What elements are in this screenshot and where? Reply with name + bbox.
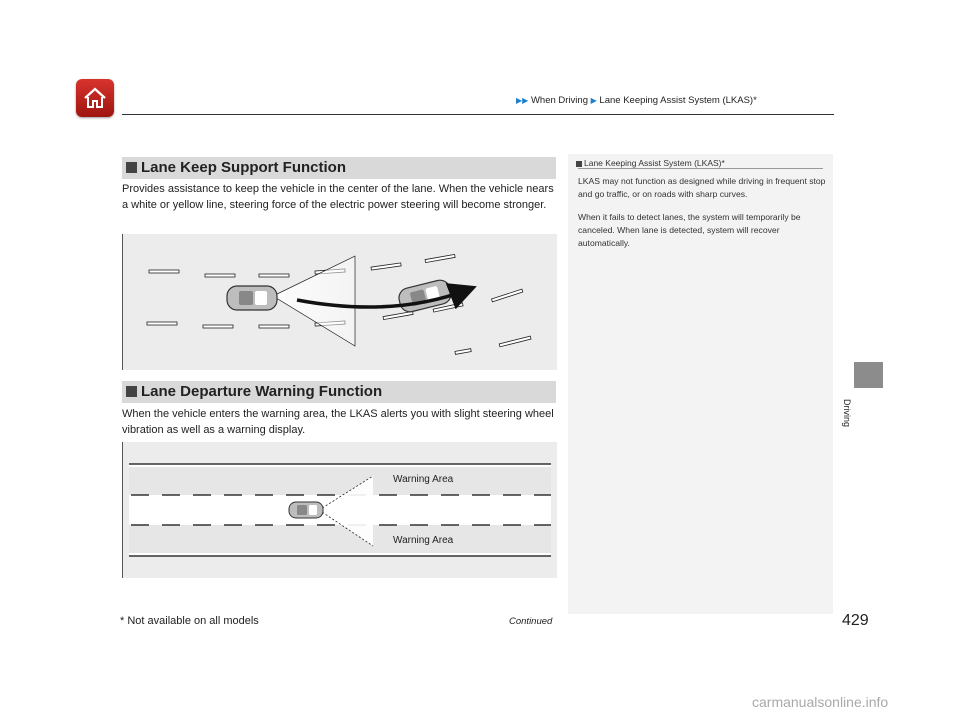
section-square-icon <box>126 162 137 173</box>
vehicle-icon <box>289 502 323 518</box>
continued-label: Continued <box>509 616 553 627</box>
lane-departure-illustration <box>122 442 557 578</box>
home-icon <box>82 85 108 111</box>
section-heading <box>122 157 556 179</box>
section-title: Lane Keep Support Function <box>141 159 346 176</box>
header-divider <box>122 114 834 115</box>
note-reference-icon <box>576 161 582 167</box>
breadcrumb-arrow-icon: ▶ <box>590 96 597 105</box>
note-paragraph: LKAS may not function as designed while driving in frequent stop and go traffic, or on roads with sharp curves. <box>578 176 826 199</box>
footnote: * Not available on all models <box>120 615 259 627</box>
note-title <box>576 158 725 168</box>
section-square-icon <box>126 386 137 397</box>
breadcrumb-arrow-icon: ▶▶ <box>516 96 529 105</box>
section-heading <box>122 381 556 403</box>
warning-area-label: Warning Area <box>393 535 454 546</box>
page-number: 429 <box>842 612 869 629</box>
note-divider <box>578 168 823 169</box>
breadcrumb <box>516 95 757 106</box>
note-paragraph: When it fails to detect lanes, the system will temporarily be canceled. When lane is detected, system will recover automatically. <box>578 212 801 248</box>
note-title-text: Lane Keeping Assist System (LKAS)* <box>584 158 725 168</box>
warning-area-label: Warning Area <box>393 474 454 485</box>
sidebar-note <box>568 154 833 614</box>
breadcrumb-item: Lane Keeping Assist System (LKAS)* <box>599 95 757 106</box>
chapter-tab-label <box>840 389 900 429</box>
breadcrumb-item[interactable]: When Driving <box>530 95 588 106</box>
lane-keep-illustration <box>122 234 557 370</box>
section-title: Lane Departure Warning Function <box>141 383 383 400</box>
chapter-tab[interactable] <box>854 362 883 388</box>
section-body: Provides assistance to keep the vehicle in the center of the lane. When the vehicle nears a white or yellow line, steering force of the electric power steering will become stronger. <box>122 183 554 211</box>
chapter-tab-text: Driving <box>842 399 852 428</box>
vehicle-icon <box>227 286 277 310</box>
note-body <box>578 175 826 260</box>
watermark: carmanualsonline.info <box>752 694 889 710</box>
section-body: When the vehicle enters the warning area, the LKAS alerts you with slight steering wheel vibration as well as a warning display. <box>122 408 554 436</box>
home-button[interactable] <box>76 79 114 117</box>
